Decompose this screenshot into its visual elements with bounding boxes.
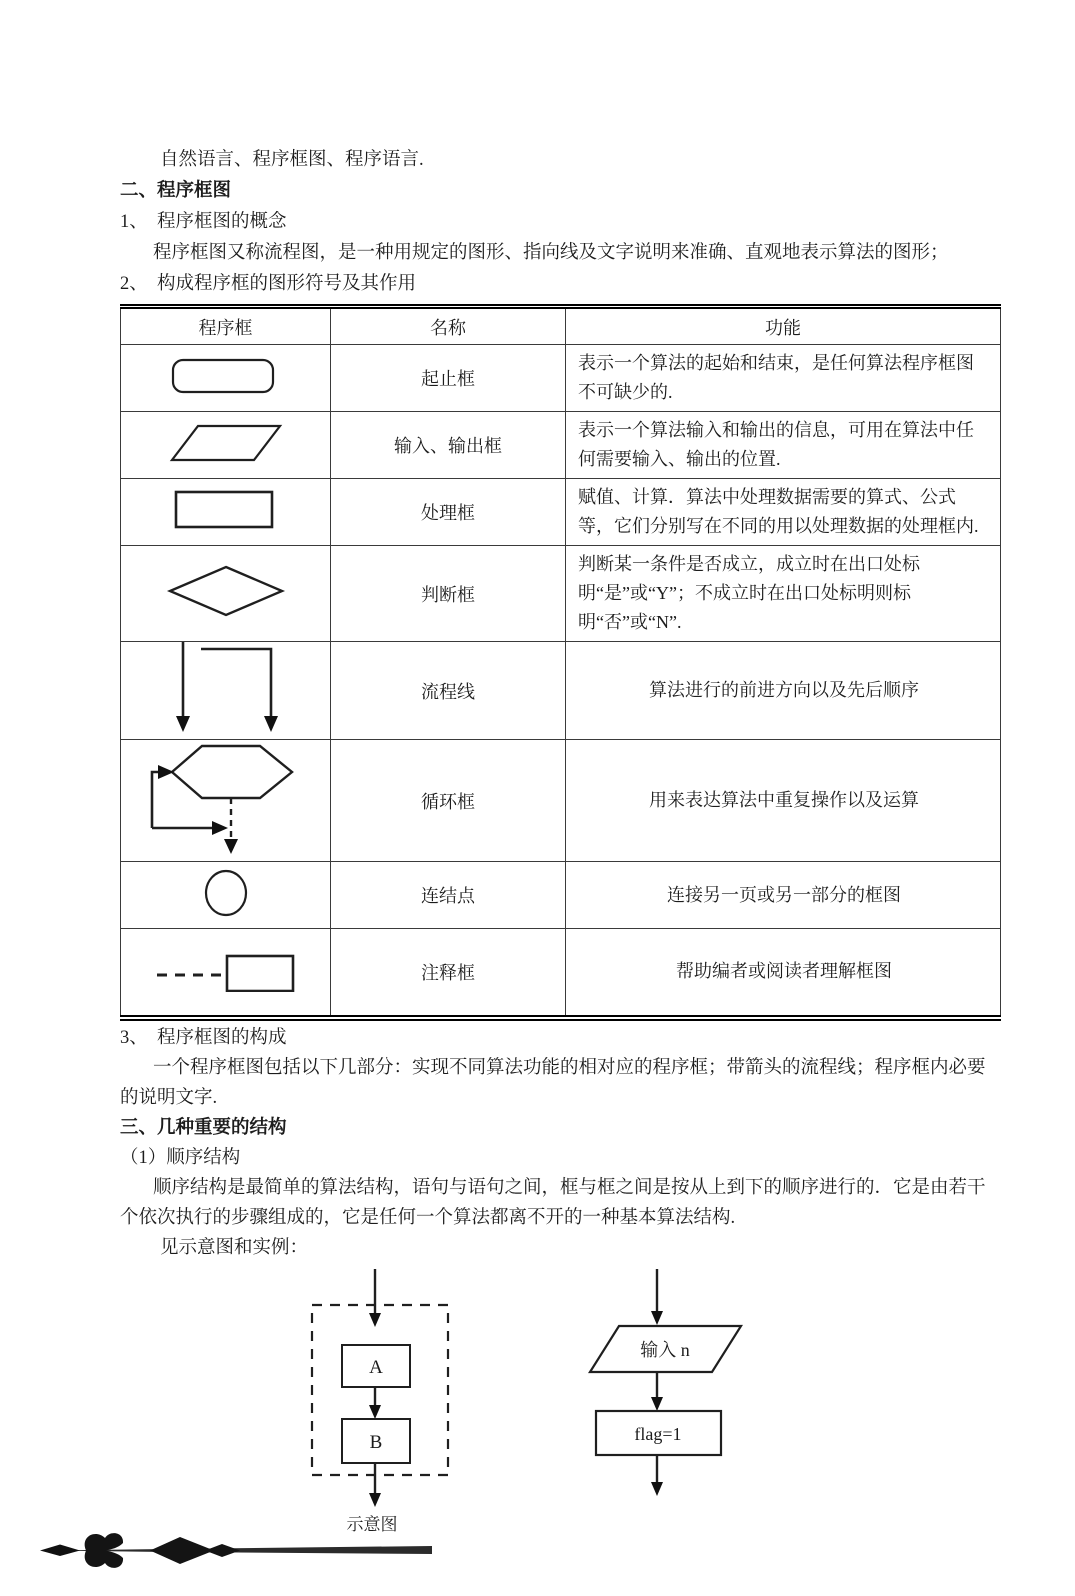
flowchart-symbols-table: [120, 304, 1001, 1021]
schematic-diagram: [312, 1269, 448, 1534]
symbol-name: 注释框: [331, 929, 566, 1018]
symbol-function: 表示一个算法输入和输出的信息，可用在算法中任何需要输入、输出的位置.: [566, 412, 1001, 479]
see-diagram-line: 见示意图和实例：: [160, 1237, 309, 1258]
symbol-function: 赋值、计算．算法中处理数据需要的算式、公式等，它们分别写在不同的用以处理数据的处理框内.: [566, 479, 1001, 546]
table-row: [121, 642, 1001, 740]
item-1-title: 程序框图的概念: [157, 212, 287, 232]
symbol-function: 帮助编者或阅读者理解框图: [566, 929, 1001, 1018]
parallelogram-shape-icon: [166, 420, 286, 466]
table-row: [121, 546, 1001, 642]
item-2-number: 2、: [120, 274, 148, 294]
symbol-name: 起止框: [331, 345, 566, 412]
step-b-label: B: [369, 1431, 383, 1453]
flow-lines-shape-icon: [151, 642, 301, 734]
table-row: [121, 929, 1001, 1018]
section-3-title: 几种重要的结构: [157, 1117, 287, 1138]
item-3-body: 一个程序框图包括以下几部分：实现不同算法功能的相对应的程序框；带箭头的流程线；程序框内必要的说明文字.: [120, 1057, 986, 1108]
schematic-caption: 示意图: [346, 1514, 398, 1534]
sequence-structure-diagrams: [0, 1263, 1075, 1596]
item-1-body: 程序框图又称流程图，是一种用规定的图形、指向线及文字说明来准确、直观地表示算法的图形；: [153, 243, 949, 263]
symbol-name: 处理框: [331, 479, 566, 546]
table-row: [121, 412, 1001, 479]
item-3-number: 3、: [120, 1027, 148, 1048]
loop-hexagon-shape-icon: [140, 740, 312, 856]
symbol-function: 连接另一页或另一部分的框图: [566, 862, 1001, 929]
column-header-shape: 程序框: [121, 307, 331, 345]
section-2-number: 二、: [120, 181, 158, 201]
example-diagram: [590, 1269, 741, 1496]
input-label: 输入 n: [640, 1339, 690, 1360]
symbol-name: 流程线: [331, 642, 566, 740]
section-3-number: 三、: [120, 1117, 158, 1138]
process-label: flag=1: [634, 1423, 682, 1444]
ornament-divider-icon: [40, 1533, 432, 1568]
symbol-name: 判断框: [331, 546, 566, 642]
item-3-title: 程序框图的构成: [157, 1027, 287, 1048]
table-row: [121, 862, 1001, 929]
process-rectangle-shape-icon: [171, 487, 281, 532]
item-1-line: [120, 207, 1000, 238]
section-2-title: 程序框图: [157, 181, 232, 201]
sub-1-body: 顺序结构是最简单的算法结构，语句与语句之间，框与框之间是按从上到下的顺序进行的．它是由若干个依次执行的步骤组成的，它是任何一个算法都离不开的一种基本算法结构.: [120, 1177, 986, 1228]
symbol-function: 判断某一条件是否成立，成立时在出口处标明“是”或“Y”；不成立时在出口处标明则标明“否”或“N”.: [566, 546, 1001, 642]
item-1-number: 1、: [120, 212, 148, 232]
decision-diamond-shape-icon: [166, 563, 286, 619]
symbol-name: 连结点: [331, 862, 566, 929]
item-3-line: [120, 1023, 1000, 1053]
table-row: [121, 740, 1001, 862]
item-2-line: [120, 269, 1000, 300]
symbol-function: 用来表达算法中重复操作以及运算: [566, 740, 1001, 862]
intro-line: 自然语言、程序框图、程序语言.: [160, 150, 424, 170]
column-header-name: 名称: [331, 307, 566, 345]
table-row: [121, 479, 1001, 546]
symbol-name: 输入、输出框: [331, 412, 566, 479]
table-header-row: [121, 307, 1001, 345]
symbol-function: 表示一个算法的起始和结束，是任何算法程序框图不可缺少的.: [566, 345, 1001, 412]
annotation-box-shape-icon: [151, 946, 301, 992]
item-2-title: 构成程序框的图形符号及其作用: [157, 274, 417, 294]
symbol-name: 循环框: [331, 740, 566, 862]
terminator-shape-icon: [168, 355, 283, 397]
section-3-heading: [120, 1113, 1000, 1143]
connector-circle-shape-icon: [196, 868, 256, 918]
table-row: [121, 345, 1001, 412]
section-2-heading: [120, 176, 1000, 207]
flowchart-diagrams: [0, 1263, 1075, 1596]
column-header-function: 功能: [566, 307, 1001, 345]
step-a-label: A: [369, 1356, 383, 1378]
sub-1-heading: （1）顺序结构: [120, 1147, 241, 1168]
symbol-function: 算法进行的前进方向以及先后顺序: [566, 642, 1001, 740]
